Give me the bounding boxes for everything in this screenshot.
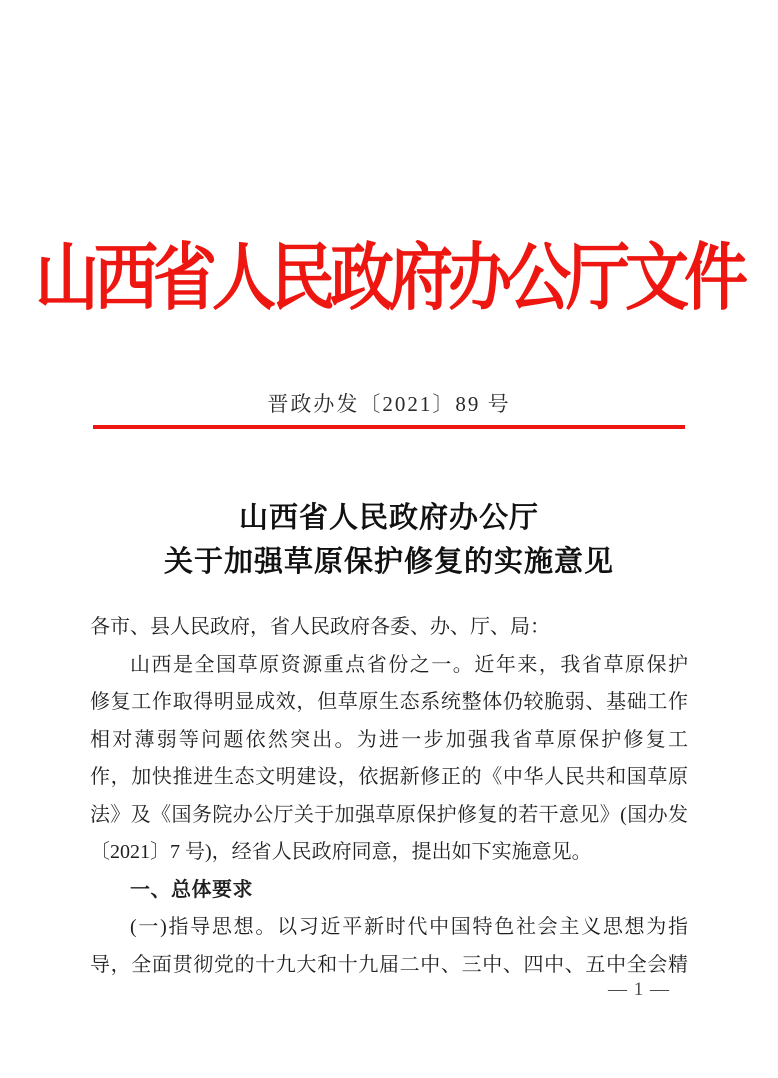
body-line: 山西是全国草原资源重点省份之一。近年来，我省草原保护 — [130, 653, 688, 676]
letterhead-title: 山西省人民政府办公厅文件 — [35, 237, 743, 319]
page-number: — 1 — — [608, 979, 670, 1000]
doc-title-line1: 山西省人民政府办公厅 — [238, 502, 539, 534]
body-line: 导，全面贯彻党的十九大和十九届二中、三中、四中、五中全会精 — [90, 953, 688, 976]
body-line: 各市、县人民政府，省人民政府各委、办、厅、局： — [90, 616, 550, 638]
red-divider-rule — [93, 425, 685, 429]
body-line: 法》及《国务院办公厅关于加强草原保护修复的若干意见》(国办发 — [90, 803, 688, 826]
body-line: (一)指导思想。以习近平新时代中国特色社会主义思想为指 — [130, 916, 688, 938]
body-line: 修复工作取得明显成效，但草原生态系统整体仍较脆弱、基础工作 — [90, 691, 688, 713]
body-line: 〔2021〕7 号)，经省人民政府同意，提出如下实施意见。 — [90, 841, 592, 863]
body-line: 一、总体要求 — [130, 878, 253, 901]
body-line: 相对薄弱等问题依然突出。为进一步加强我省草原保护修复工 — [90, 728, 688, 751]
doc-title-line2: 关于加强草原保护修复的实施意见 — [163, 546, 614, 578]
document-body — [90, 609, 688, 984]
doc-title — [0, 496, 778, 584]
body-line: 作，加快推进生态文明建设，依据新修正的《中华人民共和国草原 — [90, 766, 688, 788]
doc-number: 晋政办发〔2021〕89 号 — [267, 392, 511, 416]
